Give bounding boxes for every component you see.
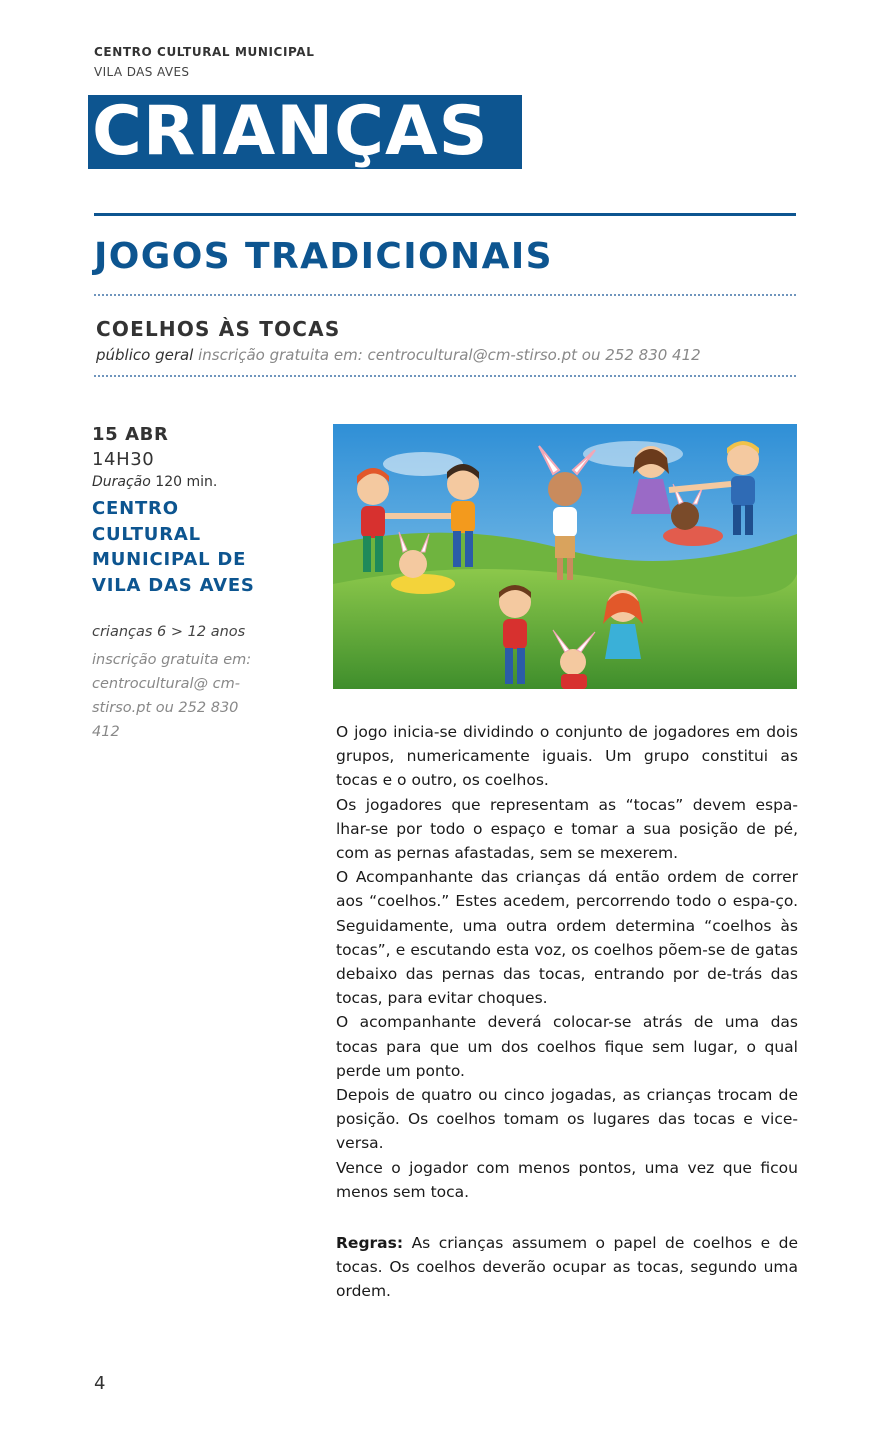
event-time: 14H30 — [92, 449, 155, 470]
event-title: JOGOS TRADICIONAIS — [94, 236, 553, 277]
description-paragraph: O acompanhante deverá colocar-se atrás de uma das tocas para que um dos coelhos fique sem lugar, o qual perde um ponto. — [336, 1013, 798, 1080]
description-paragraph: Depois de quatro ou cinco jogadas, as crianças trocam de posição. Os coelhos tomam os lugares das tocas e vice-versa. — [336, 1086, 798, 1153]
header-divider — [94, 213, 796, 216]
duration-label: Duração — [92, 474, 151, 490]
activity-description — [336, 720, 798, 1204]
section-title: CRIANÇAS — [92, 92, 489, 171]
age-group: crianças 6 > 12 anos — [92, 624, 246, 640]
registration-info: inscrição gratuita em: centrocultural@cm-stirso.pt ou 252 830 412 — [193, 346, 701, 364]
description-paragraph: O jogo inicia-se dividindo o conjunto de jogadores em dois grupos, numericamente iguais. Um grupo constitui as tocas e o outro, os coelhos. — [336, 723, 798, 790]
event-venue: CENTRO CULTURAL MUNICIPAL DE VILA DAS AVES — [92, 498, 255, 596]
activity-info — [96, 346, 701, 364]
organization-name: CENTRO CULTURAL MUNICIPAL — [94, 45, 315, 59]
dotted-divider — [94, 294, 796, 296]
dotted-divider — [94, 375, 796, 377]
rules-text: As crianças assumem o papel de coelhos e de tocas. Os coelhos deverão ocupar as tocas, segundo uma ordem. — [336, 1234, 798, 1301]
rules-label: Regras: — [336, 1234, 404, 1252]
event-duration — [92, 474, 292, 490]
page-number: 4 — [94, 1373, 106, 1394]
organization-location: VILA DAS AVES — [94, 65, 190, 79]
audience-label: público geral — [96, 346, 194, 364]
game-rules — [336, 1231, 798, 1304]
description-paragraph: Os jogadores que representam as “tocas” devem espa-lhar-se por todo o espaço e tomar a sua posição de pé, com as pernas afastadas, sem se mexerem. — [336, 795, 798, 863]
description-paragraph: Vence o jogador com menos pontos, uma vez que ficou menos sem toca. — [336, 1158, 798, 1201]
activity-title: COELHOS ÀS TOCAS — [96, 317, 341, 341]
duration-value: 120 min. — [150, 474, 218, 490]
event-date: 15 ABR — [92, 424, 169, 445]
description-paragraph: O Acompanhante das crianças dá então ordem de correr aos “coelhos.” Estes acedem, percorrendo todo o espa-ço. Seguidamente, uma outra ordem determina “coelhos às tocas”, e escutando esta voz, os coelhos põem-se de gatas debaixo das pernas das tocas, entrando por de-trás das tocas, para evitar choques. — [336, 868, 798, 1008]
children-playing-illustration — [333, 424, 797, 689]
registration-contact: inscrição gratuita em: centrocultural@ cm-stirso.pt ou 252 830 412 — [92, 652, 252, 740]
